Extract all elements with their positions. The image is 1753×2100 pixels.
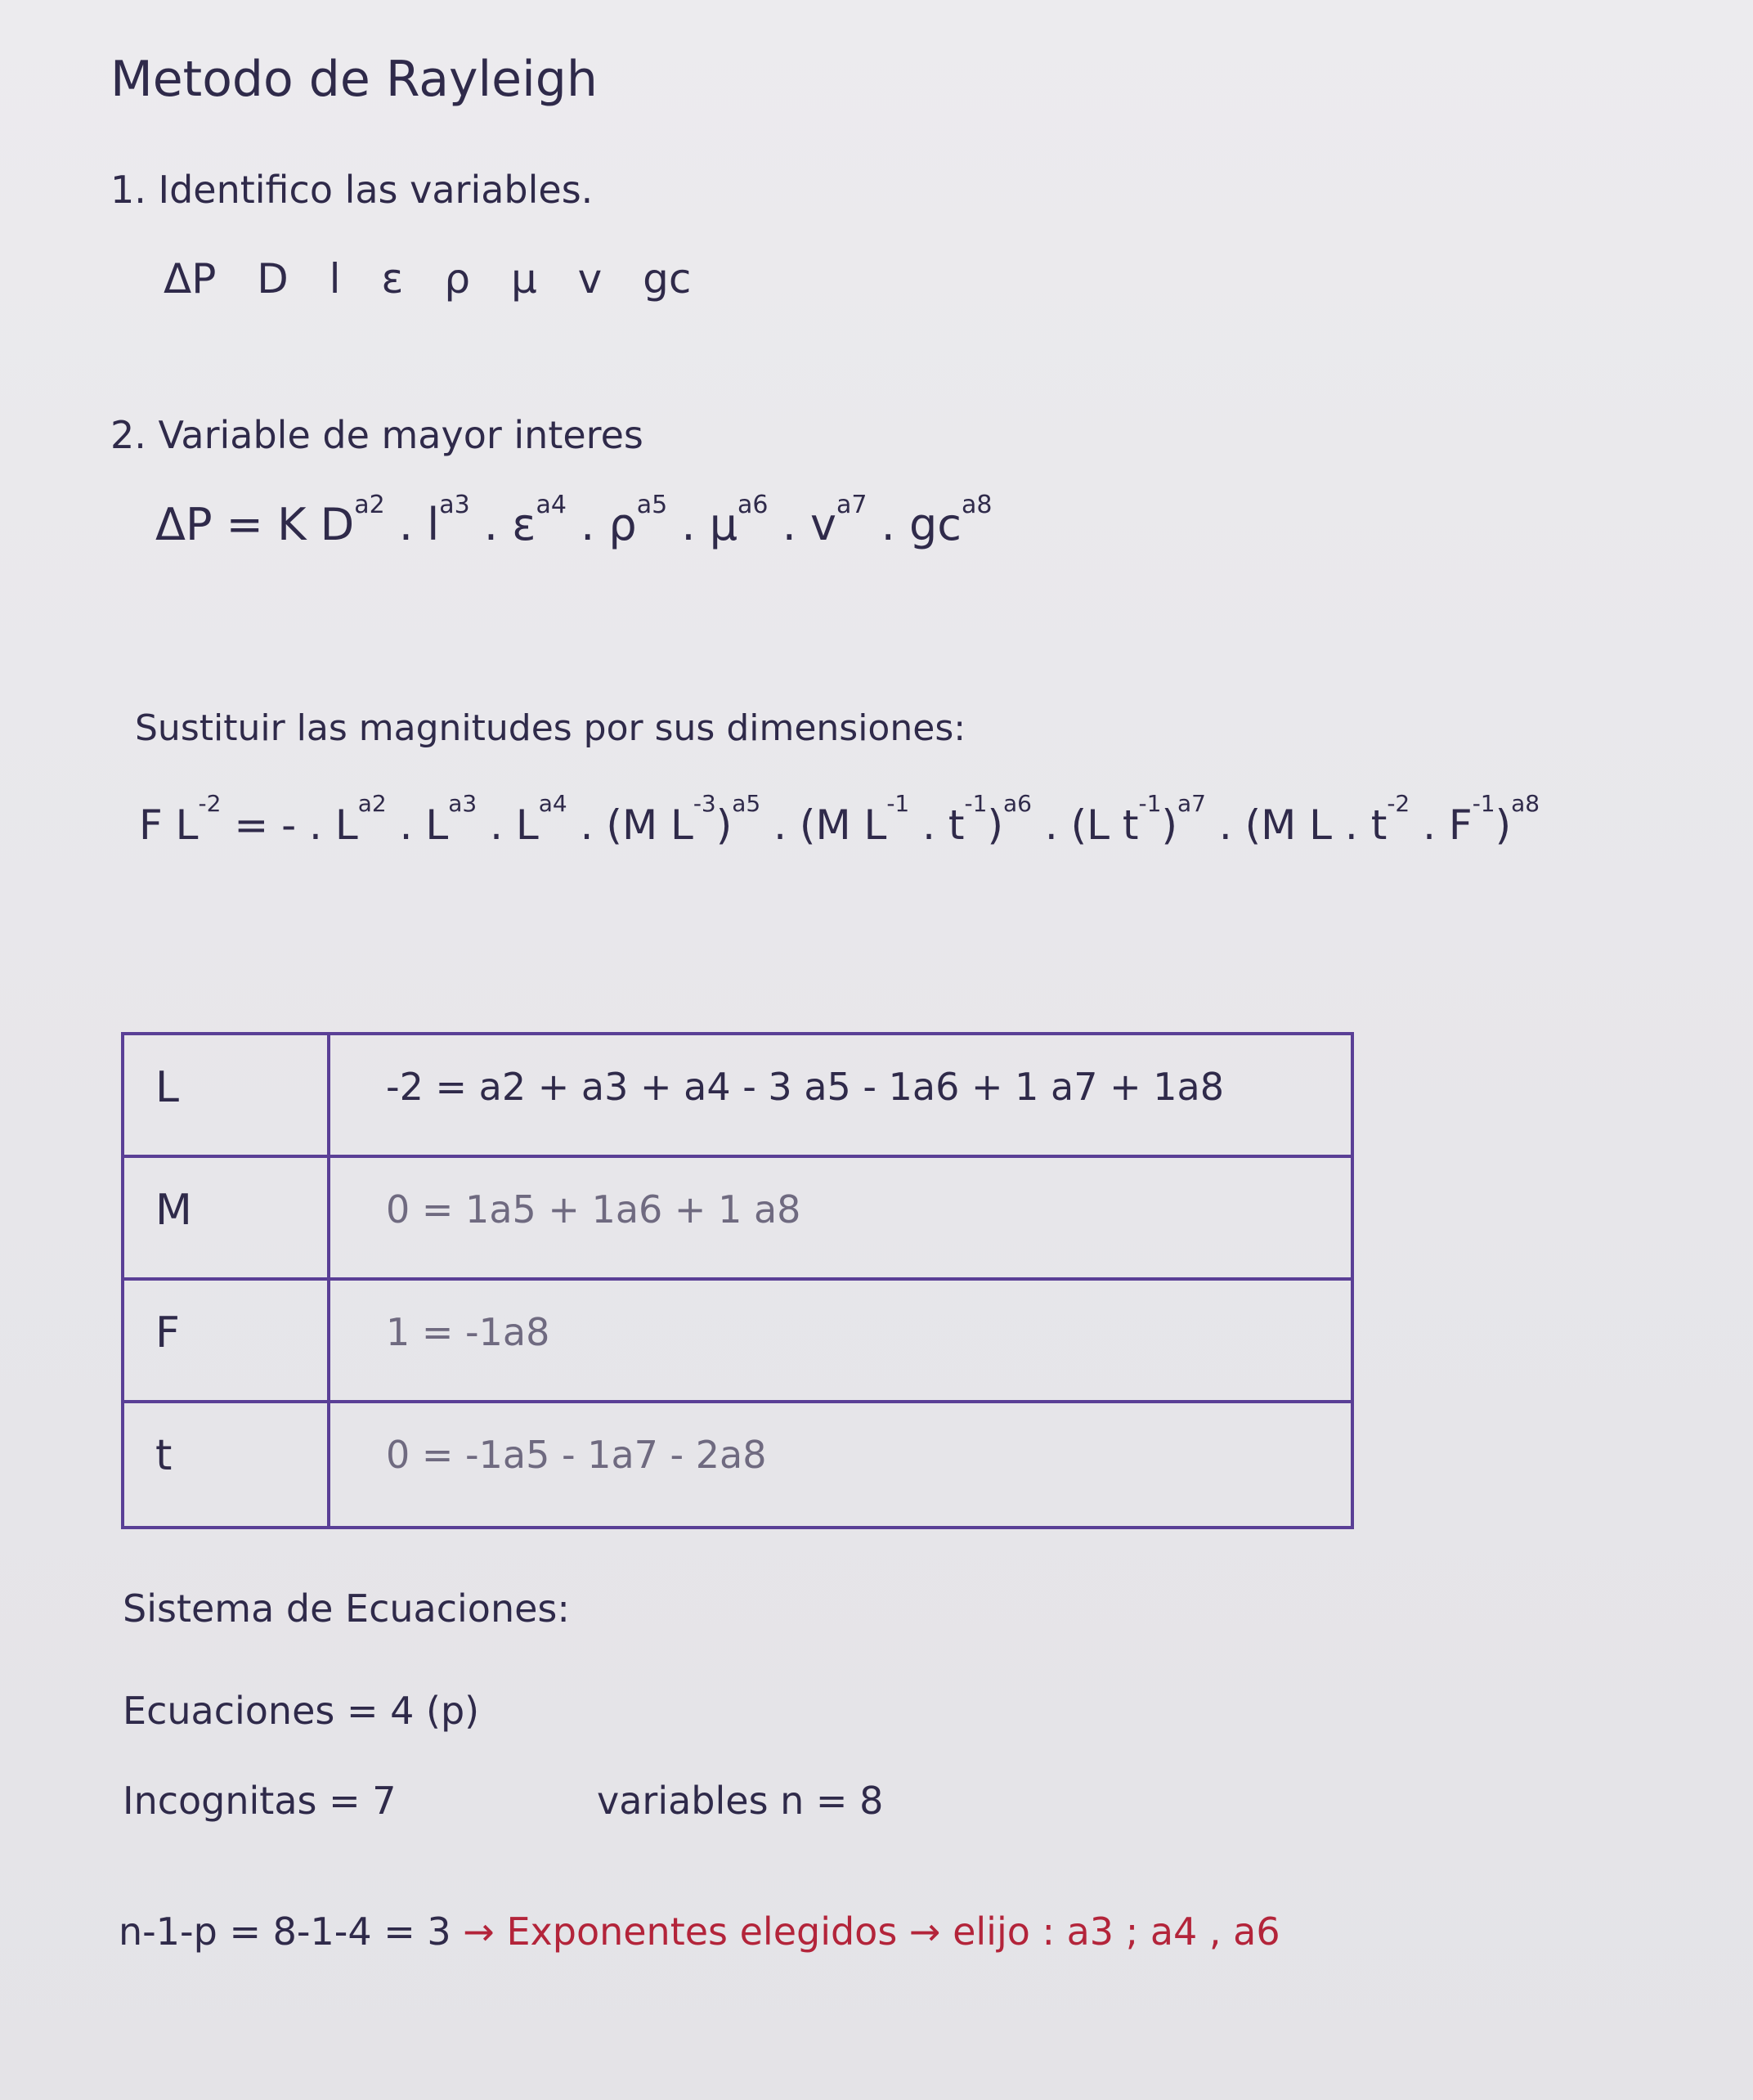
dim-term: ) [1161,801,1177,849]
dim-exponent: a5 [732,790,761,818]
eq-exponent: a5 [636,491,668,519]
dim-exponent: -2 [198,790,222,818]
variables-count: variables n = 8 [597,1779,884,1823]
dim-term: = - . L [221,801,358,849]
unknowns-count: Incognitas = 7 [123,1779,397,1823]
table-row [124,1035,1351,1158]
dim-term: . (M L [760,801,887,849]
dim-exponent: -3 [693,790,716,818]
dim-exponent: -2 [1387,790,1410,818]
step-2-heading: 2. Variable de mayor interes [110,413,643,457]
chosen-exponents: elijo : a3 ; a4 , a6 [953,1909,1280,1954]
eq-exponent: a6 [738,491,769,519]
eq-term: . gc [881,499,962,550]
table-dimension-cell: M [124,1158,330,1277]
dim-term: . (M L . t [1205,801,1388,849]
table-equation-cell: -2 = a2 + a3 + a4 - 3 a5 - 1a6 + 1 a7 + 1a8 [386,1065,1224,1109]
dim-exponent: a6 [1002,790,1032,818]
dim-exponent: -1 [886,790,910,818]
table-row [124,1403,1351,1526]
eq-term: . ρ [581,499,637,550]
dim-term: ) [715,801,733,849]
eq-term: . ε [483,499,536,550]
chosen-exponents-label: Exponentes elegidos [506,1909,898,1954]
dim-exponent: -1 [1472,790,1495,818]
dim-exponent: -1 [1138,790,1162,818]
dim-term: ) [987,801,1003,849]
dim-term: . (L t [1031,801,1139,849]
eq-term: . l [398,499,440,550]
variables-list: ΔP D l ε ρ μ v gc [164,255,692,303]
dimension-table [121,1032,1354,1529]
dim-term: . L [477,801,539,849]
dimensional-equation [139,790,1540,849]
table-equation-cell: 0 = -1a5 - 1a7 - 2a8 [386,1433,767,1477]
table-equation-cell: 1 = -1a8 [386,1310,550,1354]
eq-exponent: a2 [354,491,385,519]
final-line [119,1909,1280,1954]
dim-exponent: a3 [448,790,477,818]
dim-term: ) [1495,801,1512,849]
eq-exponent: a7 [836,491,868,519]
dim-term: . (M L [567,801,693,849]
eq-term: . μ [681,499,738,550]
page-title: Metodo de Rayleigh [110,51,598,108]
dim-term: . L [386,801,449,849]
table-row [124,1158,1351,1281]
table-dimension-cell: F [124,1281,330,1400]
table-dimension-cell: t [124,1403,330,1526]
eq-exponent: a3 [439,491,470,519]
eq-exponent: a4 [536,491,567,519]
final-calculation: n-1-p = 8-1-4 = 3 [119,1909,451,1954]
table-equation-cell: 0 = 1a5 + 1a6 + 1 a8 [386,1187,801,1232]
table-row [124,1281,1351,1403]
substitute-heading: Sustituir las magnitudes por sus dimensiones: [135,707,966,749]
dim-term: . F [1410,801,1473,849]
equations-count: Ecuaciones = 4 (p) [123,1689,480,1733]
arrow-icon: → [463,1909,495,1954]
eq-term: . v [782,499,836,550]
dim-exponent: a7 [1177,790,1206,818]
dim-exponent: a4 [538,790,567,818]
dim-exponent: a8 [1511,790,1540,818]
system-heading: Sistema de Ecuaciones: [123,1586,570,1631]
eq-exponent: a8 [961,491,993,519]
arrow-icon: → [908,1909,941,1954]
eq-term: ΔP = K D [155,499,355,550]
table-dimension-cell: L [124,1035,330,1155]
dim-exponent: a2 [357,790,387,818]
rayleigh-equation [155,491,993,550]
dim-term: F L [139,801,199,849]
dim-term: . t [909,801,965,849]
dim-exponent: -1 [964,790,988,818]
step-1-heading: 1. Identifico las variables. [110,168,594,212]
